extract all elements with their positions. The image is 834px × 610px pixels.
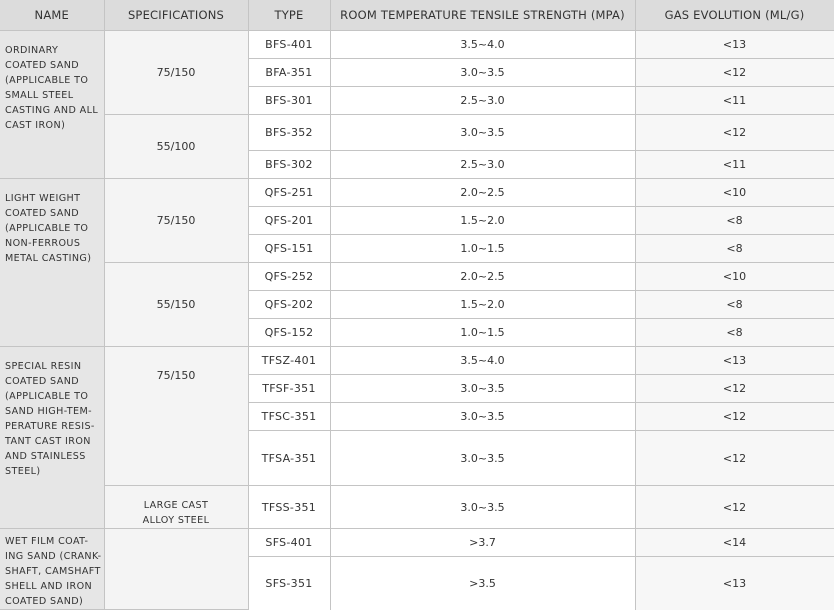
header-name: NAME (0, 0, 104, 31)
type-cell: QFS-152 (248, 319, 330, 347)
gas-cell: <12 (635, 115, 834, 151)
spec-cell: 75/150 (104, 179, 248, 263)
type-cell: QFS-201 (248, 207, 330, 235)
strength-cell: 2.0~2.5 (330, 263, 635, 291)
type-cell: TFSZ-401 (248, 347, 330, 375)
strength-cell: 2.5~3.0 (330, 87, 635, 115)
header-row (0, 0, 834, 31)
header-tensile-strength: ROOM TEMPERATURE TENSILE STRENGTH (MPA) (330, 0, 635, 31)
type-cell: QFS-252 (248, 263, 330, 291)
strength-cell: 3.0~3.5 (330, 431, 635, 486)
strength-cell: 3.0~3.5 (330, 59, 635, 87)
gas-cell: <10 (635, 179, 834, 207)
gas-cell: <8 (635, 207, 834, 235)
gas-cell: <8 (635, 235, 834, 263)
spec-cell: 75/150 (104, 347, 248, 486)
type-cell: QFS-202 (248, 291, 330, 319)
strength-cell: 2.5~3.0 (330, 151, 635, 179)
type-cell: TFSC-351 (248, 403, 330, 431)
header-type: TYPE (248, 0, 330, 31)
gas-cell: <12 (635, 403, 834, 431)
type-cell: BFS-401 (248, 31, 330, 59)
group-name: WET FILM COAT- ING SAND (CRANK- SHAFT, CAMSHAFT SHELL AND IRON COATED SAND) (0, 529, 104, 610)
gas-cell: <12 (635, 59, 834, 87)
spec-cell: LARGE CAST ALLOY STEEL (104, 486, 248, 529)
table-row (0, 347, 834, 375)
gas-cell: <13 (635, 557, 834, 610)
type-cell: QFS-251 (248, 179, 330, 207)
strength-cell: >3.7 (330, 529, 635, 557)
gas-cell: <12 (635, 431, 834, 486)
strength-cell: 1.5~2.0 (330, 291, 635, 319)
type-cell: BFS-302 (248, 151, 330, 179)
strength-cell: >3.5 (330, 557, 635, 610)
gas-cell: <8 (635, 319, 834, 347)
type-cell: SFS-401 (248, 529, 330, 557)
group-name: LIGHT WEIGHT COATED SAND (APPLICABLE TO NON-FERROUS METAL CASTING) (0, 179, 104, 347)
strength-cell: 3.0~3.5 (330, 486, 635, 529)
group-name: ORDINARY COATED SAND (APPLICABLE TO SMALL STEEL CASTING AND ALL CAST IRON) (0, 31, 104, 179)
strength-cell: 3.5~4.0 (330, 347, 635, 375)
table-row (0, 529, 834, 557)
gas-cell: <11 (635, 151, 834, 179)
gas-cell: <8 (635, 291, 834, 319)
strength-cell: 1.5~2.0 (330, 207, 635, 235)
table-row (0, 263, 834, 291)
table-row (0, 31, 834, 59)
type-cell: BFS-352 (248, 115, 330, 151)
spec-cell: 55/150 (104, 263, 248, 347)
gas-cell: <13 (635, 347, 834, 375)
gas-cell: <14 (635, 529, 834, 557)
table-row (0, 115, 834, 151)
table-row (0, 179, 834, 207)
gas-cell: <13 (635, 31, 834, 59)
gas-cell: <12 (635, 375, 834, 403)
strength-cell: 2.0~2.5 (330, 179, 635, 207)
strength-cell: 3.0~3.5 (330, 115, 635, 151)
gas-cell: <10 (635, 263, 834, 291)
strength-cell: 3.0~3.5 (330, 403, 635, 431)
gas-cell: <11 (635, 87, 834, 115)
type-cell: BFA-351 (248, 59, 330, 87)
header-specifications: SPECIFICATIONS (104, 0, 248, 31)
spec-cell: 55/100 (104, 115, 248, 179)
strength-cell: 3.5~4.0 (330, 31, 635, 59)
type-cell: TFSF-351 (248, 375, 330, 403)
strength-cell: 1.0~1.5 (330, 319, 635, 347)
gas-cell: <12 (635, 486, 834, 529)
group-name: SPECIAL RESIN COATED SAND (APPLICABLE TO SAND HIGH-TEM- PERATURE RESIS- TANT CAST IRON AND STAINLESS STEEL) (0, 347, 104, 529)
spec-cell-empty (104, 529, 248, 610)
type-cell: TFSS-351 (248, 486, 330, 529)
strength-cell: 3.0~3.5 (330, 375, 635, 403)
header-gas-evolution: GAS EVOLUTION (ML/G) (635, 0, 834, 31)
table-row (0, 486, 834, 529)
type-cell: QFS-151 (248, 235, 330, 263)
spec-cell: 75/150 (104, 31, 248, 115)
type-cell: SFS-351 (248, 557, 330, 610)
strength-cell: 1.0~1.5 (330, 235, 635, 263)
type-cell: TFSA-351 (248, 431, 330, 486)
type-cell: BFS-301 (248, 87, 330, 115)
